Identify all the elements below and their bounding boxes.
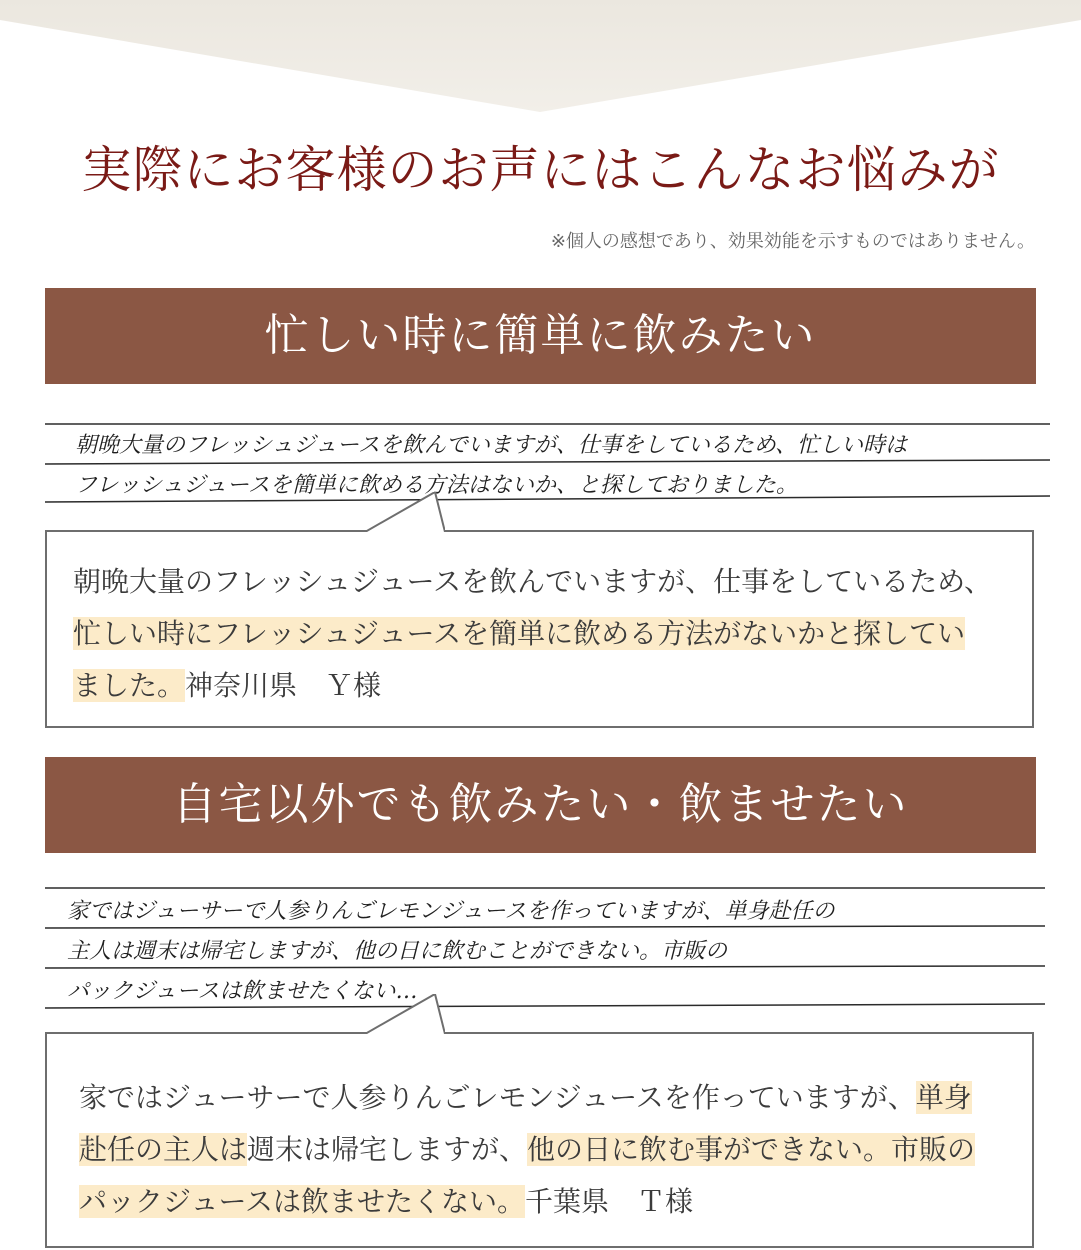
quote-highlight: 忙しい時にフレッシュジュースを簡単に飲める方法がないかと探していました。 (73, 617, 966, 702)
quote-author: 千葉県 Ｔ様 (525, 1185, 694, 1218)
handwritten-line-1: 家ではジューサーで人参りんごレモンジュースを作っていますが、単身赴任の (67, 899, 835, 924)
disclaimer-note: ※個人の感想であり、効果効能を示すものではありません。 (550, 231, 1035, 252)
quote-text: 朝晩大量のフレッシュジュースを飲んでいますが、仕事をしているため、 (73, 565, 992, 598)
section-header-outside: 自宅以外でも飲みたい・飲ませたい (45, 757, 1036, 853)
quote-text: 家ではジューサーで人参りんごレモンジュースを作っていますが、 (79, 1081, 916, 1114)
quote-author: 神奈川県 Ｙ様 (185, 669, 382, 702)
callout-pointer-1 (365, 492, 445, 532)
handwritten-letter-image (45, 880, 1055, 1015)
handwritten-line-2: フレッシュジュースを簡単に飲める方法はないか、と探しておりました。 (75, 473, 798, 498)
testimonial-callout-2 (45, 1032, 1034, 1248)
testimonial-quote-1 (73, 556, 992, 712)
handwritten-line-1: 朝晩大量のフレッシュジュースを飲んでいますが、仕事をしているため、忙しい時は (75, 433, 908, 458)
handwritten-line-2: 主人は週末は帰宅しますが、他の日に飲むことができない。市販の (67, 939, 728, 964)
handwritten-letter-image (45, 412, 1055, 504)
quote-highlight: 単身赴任の主人は (79, 1081, 972, 1166)
handwritten-line-3: パックジュースは飲ませたくない… (67, 979, 418, 1004)
testimonial-quote-2 (79, 1072, 992, 1228)
callout-pointer-2 (365, 994, 445, 1034)
testimonial-callout-1 (45, 530, 1034, 728)
page-title: 実際にお客様のお声にはこんなお悩みが (81, 141, 1000, 199)
top-banner-decoration (0, 0, 1081, 112)
section-header-busy: 忙しい時に簡単に飲みたい (45, 288, 1036, 384)
quote-highlight: 他の日に飲む事ができない。市販のパックジュースは飲ませたくない。 (79, 1133, 976, 1218)
quote-text: 週末は帰宅しますが、 (247, 1133, 528, 1166)
